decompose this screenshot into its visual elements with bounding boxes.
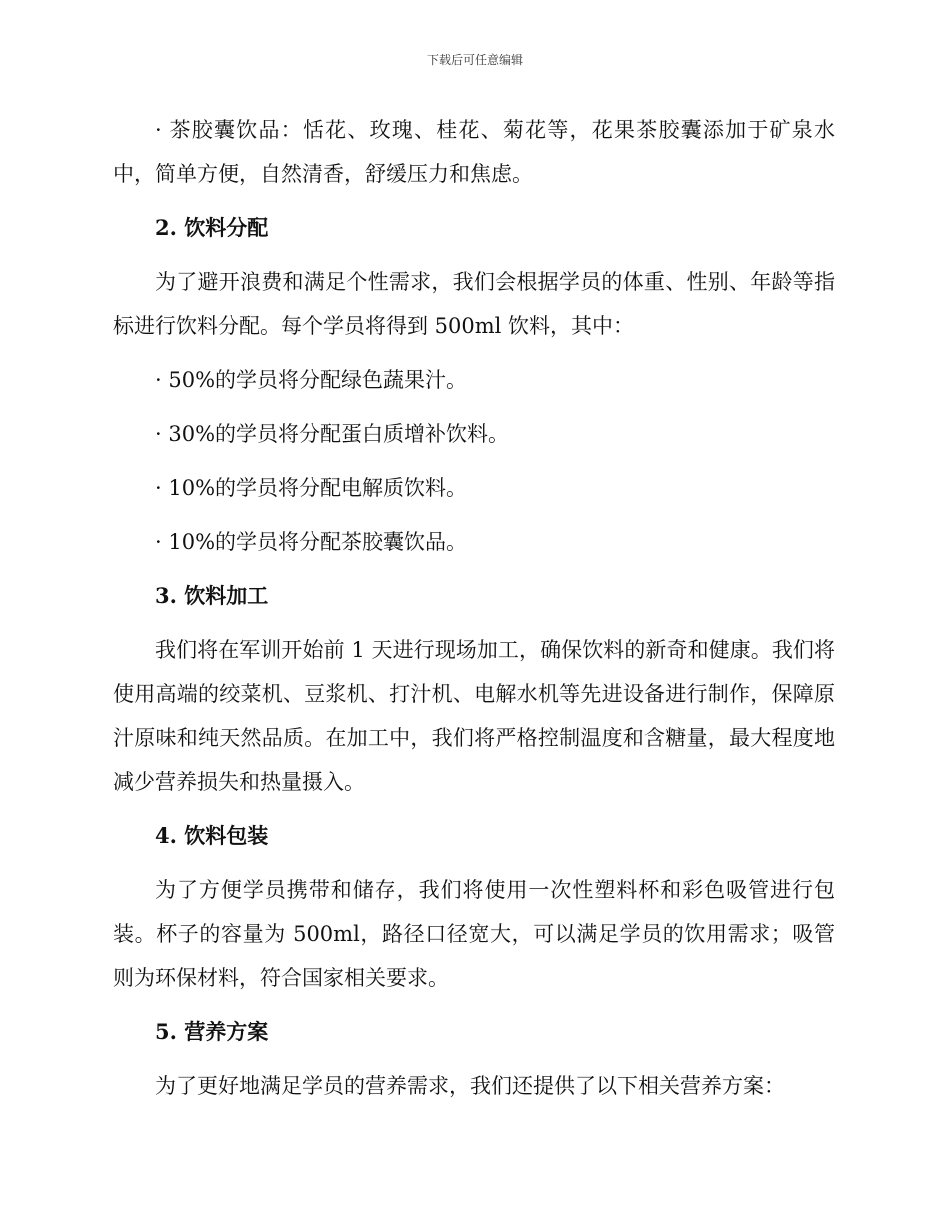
document-body xyxy=(113,108,835,1108)
paragraph-nutrition: 为了更好地满足学员的营养需求，我们还提供了以下相关营养方案： xyxy=(155,1074,785,1098)
section-heading-distribution: 2. 饮料分配 xyxy=(155,215,269,240)
section-heading-nutrition: 5. 营养方案 xyxy=(155,1019,269,1044)
bullet-tea-capsule: · 茶胶囊饮品：恬花、玫瑰、桂花、菊花等，花果茶胶囊添加于矿泉水中，简单方便，自然清香，舒缓压力和焦虑。 xyxy=(113,118,835,186)
paragraph-processing: 我们将在军训开始前 1 天进行现场加工，确保饮料的新奇和健康。我们将使用高端的绞菜机、豆浆机、打汁机、电解水机等先进设备进行制作，保障原汁原味和纯天然品质。在加工中，我们将严格控制温度和含糖量，最大程度地减少营养损失和热量摄入。 xyxy=(113,638,835,794)
list-item-electrolyte-drink: · 10%的学员将分配电解质饮料。 xyxy=(155,476,468,500)
list-item-vegetable-juice: · 50%的学员将分配绿色蔬果汁。 xyxy=(155,368,468,392)
section-heading-packaging: 4. 饮料包装 xyxy=(155,823,269,848)
paragraph-distribution: 为了避开浪费和满足个性需求，我们会根据学员的体重、性别、年龄等指标进行饮料分配。每个学员将得到 500ml 饮料，其中： xyxy=(113,270,835,338)
paragraph-packaging: 为了方便学员携带和储存，我们将使用一次性塑料杯和彩色吸管进行包装。杯子的容量为 500ml，路径口径宽大，可以满足学员的饮用需求；吸管则为环保材料，符合国家相关要求。 xyxy=(113,878,835,990)
section-heading-processing: 3. 饮料加工 xyxy=(155,583,269,608)
list-item-protein-drink: · 30%的学员将分配蛋白质增补饮料。 xyxy=(155,422,510,446)
list-item-tea-capsule: · 10%的学员将分配茶胶囊饮品。 xyxy=(155,530,468,554)
page-header: 下载后可任意编辑 xyxy=(426,53,523,67)
